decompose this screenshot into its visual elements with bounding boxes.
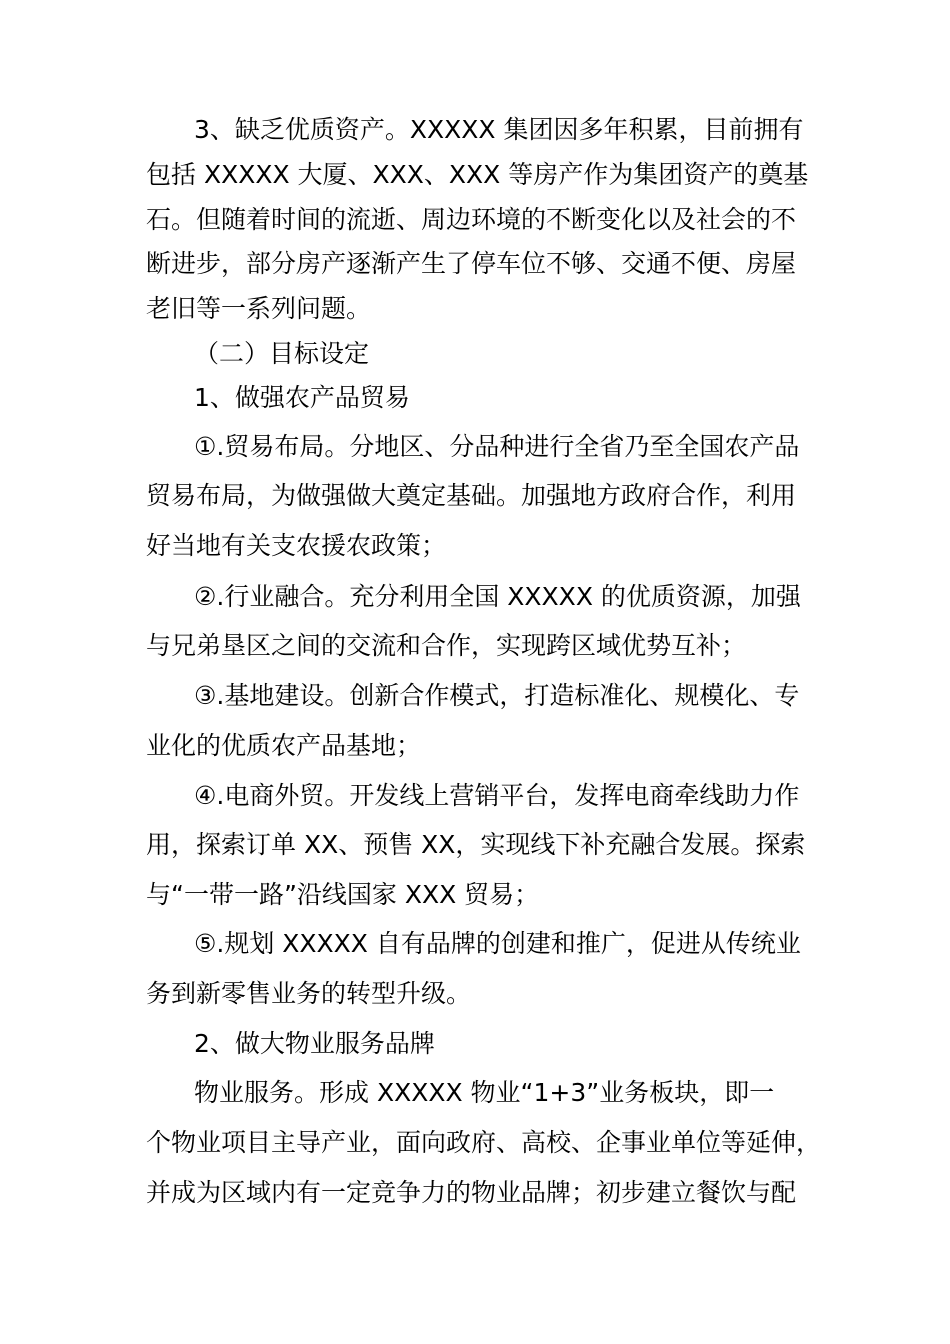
paragraph-line: 贸易布局，为做强做大奠定基础。加强地方政府合作，利用 <box>146 481 797 510</box>
paragraph-line: 业化的优质农产品基地； <box>146 731 422 760</box>
paragraph-line: 与兄弟垦区之间的交流和合作，实现跨区域优势互补； <box>146 631 747 660</box>
paragraph-line: ④.电商外贸。开发线上营销平台，发挥电商牵线助力作 <box>194 781 800 810</box>
paragraph-line: 好当地有关支农援农政策； <box>146 531 447 560</box>
subsection-heading: 1、做强农产品贸易 <box>194 383 410 412</box>
paragraph-line: 与“一带一路”沿线国家 XXX 贸易； <box>146 880 540 909</box>
paragraph-line: ②.行业融合。充分利用全国 XXXXX 的优质资源，加强 <box>194 582 801 611</box>
paragraph-line: ③.基地建设。创新合作模式，打造标准化、规模化、专 <box>194 681 800 710</box>
paragraph-line: 3、缺乏优质资产。XXXXX 集团因多年积累，目前拥有 <box>194 115 804 144</box>
paragraph-line: 用，探索订单 XX、预售 XX，实现线下补充融合发展。探索 <box>146 830 806 859</box>
paragraph-line: ⑤.规划 XXXXX 自有品牌的创建和推广，促进从传统业 <box>194 929 801 958</box>
paragraph-line: 物业服务。形成 XXXXX 物业“1+3”业务板块，即一 <box>194 1078 775 1107</box>
paragraph-line: ①.贸易布局。分地区、分品种进行全省乃至全国农产品 <box>194 432 800 461</box>
paragraph-line: 务到新零售业务的转型升级。 <box>146 979 472 1008</box>
paragraph-line: 老旧等一系列问题。 <box>146 294 372 323</box>
paragraph-line: 石。但随着时间的流逝、周边环境的不断变化以及社会的不 <box>146 205 797 234</box>
paragraph-line: 包括 XXXXX 大厦、XXX、XXX 等房产作为集团资产的奠基 <box>146 160 809 189</box>
paragraph-line: 并成为区域内有一定竞争力的物业品牌；初步建立餐饮与配 <box>146 1178 797 1207</box>
section-heading: （二）目标设定 <box>194 339 370 368</box>
paragraph-line: 个物业项目主导产业，面向政府、高校、企事业单位等延伸， <box>146 1128 822 1157</box>
subsection-heading: 2、做大物业服务品牌 <box>194 1029 435 1058</box>
paragraph-line: 断进步，部分房产逐渐产生了停车位不够、交通不便、房屋 <box>146 249 797 278</box>
